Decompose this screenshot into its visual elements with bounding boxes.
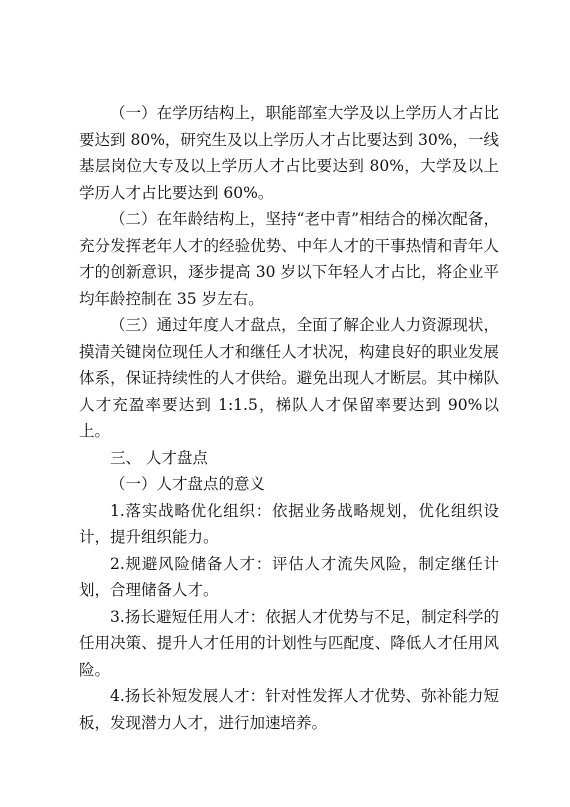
paragraph-education-structure: （一）在学历结构上，职能部室大学及以上学历人才占比要达到 80%，研究生及以上学历人才占比要达到 30%，一线基层岗位大专及以上学历人才占比要达到 80%，大学及以上学历人才占比要达到 60%。 xyxy=(79,104,499,202)
list-item-risk: 2.规避风险储备人才：评估人才流失风险，制定继任计划，合理储备人才。 xyxy=(79,554,499,599)
section-heading-talent-review: 三、 人才盘点 xyxy=(110,448,208,467)
list-item-strategy: 1.落实战略优化组织：依据业务战略规划，优化组织设计，提升组织能力。 xyxy=(79,501,499,546)
subsection-heading-significance: （一）人才盘点的意义 xyxy=(110,475,266,493)
paragraph-talent-review-goals: （三）通过年度人才盘点，全面了解企业人力资源现状，摸清关键岗位现任人才和继任人才状况，构建良好的职业发展体系，保证持续性的人才供给。避免出现人才断层。其中梯队人才充盈率要达到 1:1.5，梯队人才保留率要达到 90%以上。 xyxy=(79,316,499,440)
document-body xyxy=(79,100,499,736)
list-item-appointment: 3.扬长避短任用人才：依据人才优势与不足，制定科学的任用决策、提升人才任用的计划性与匹配度、降低人才任用风险。 xyxy=(79,607,499,679)
list-item-development: 4.扬长补短发展人才：针对性发挥人才优势、弥补能力短板，发现潜力人才，进行加速培养。 xyxy=(79,687,499,732)
paragraph-age-structure: （二）在年龄结构上，坚持“老中青”相结合的梯次配备，充分发挥老年人才的经验优势、中年人才的干事热情和青年人才的创新意识，逐步提高 30 岁以下年轻人才占比，将企业平均年龄控制在 35 岁左右。 xyxy=(79,210,499,308)
